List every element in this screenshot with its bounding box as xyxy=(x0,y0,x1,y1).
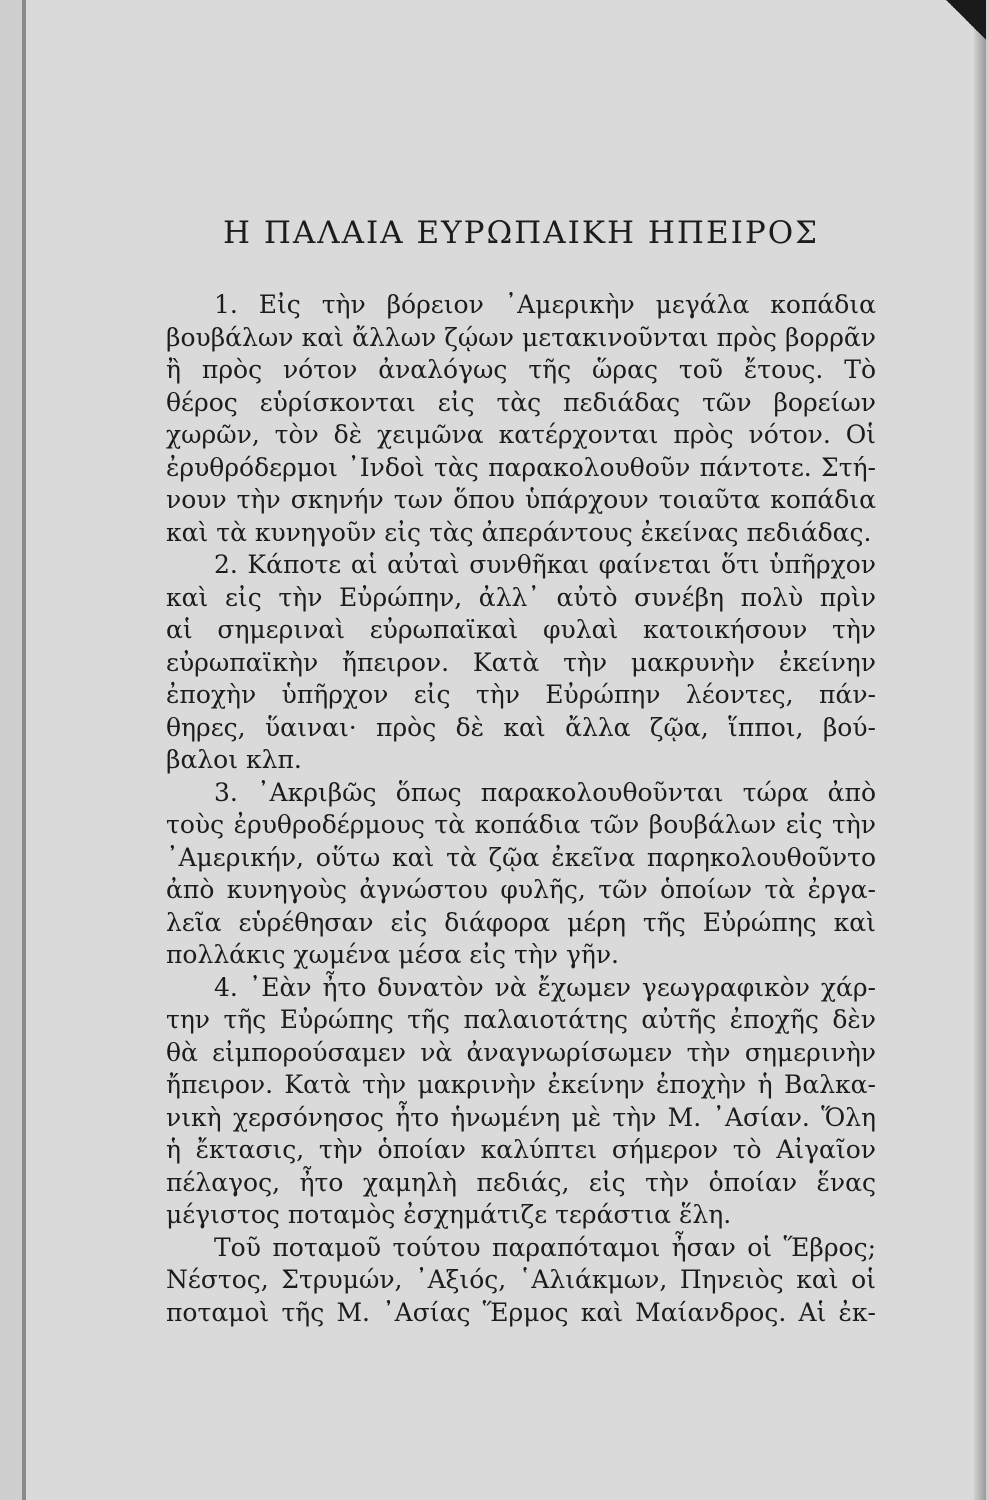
paragraph-3 xyxy=(166,777,876,972)
text-line: Τοῦ ποταμοῦ τούτου παραπόταμοι ἦσαν οἱ Ἕβρος; xyxy=(214,1232,876,1262)
text-line: πολλάκις χωμένα μέσα εἰς τὴν γῆν. xyxy=(166,940,620,969)
text-line: πέλαγος, ἦτο χαμηλὴ πεδιάς, εἰς τὴν ὁποίαν ἕνας xyxy=(166,1167,876,1197)
text-line: θὰ εἰμπορούσαμεν νὰ ἀναγνωρίσωμεν τὴν σημερινὴν xyxy=(166,1037,876,1067)
paragraph-4 xyxy=(166,972,876,1232)
text-line: καὶ τὰ κυνηγοῦν εἰς τὰς ἀπεράντους ἐκείνας πεδιάδας. xyxy=(166,517,872,547)
text-line: μέγιστος ποταμὸς ἐσχημάτιζε τεράστια ἕλη. xyxy=(166,1200,732,1229)
text-line: νικὴ χερσόνησος ἦτο ἡνωμένη μὲ τὴν Μ. ᾿Ασίαν. Ὅλη xyxy=(166,1102,876,1132)
text-line: ἢ πρὸς νότον ἀναλόγως τῆς ὥρας τοῦ ἔτους. Τὸ xyxy=(166,355,876,384)
text-line: 2. Κάποτε αἱ αὐταὶ συνθῆκαι φαίνεται ὅτι ὑπῆρχον xyxy=(214,550,876,579)
book-page xyxy=(22,0,986,1500)
text-line: λεῖα εὑρέθησαν εἰς διάφορα μέρη τῆς Εὐρώπης καὶ xyxy=(166,907,876,937)
text-line: ἀπὸ κυνηγοὺς ἀγνώστου φυλῆς, τῶν ὁποίων τὰ ἐργα- xyxy=(166,875,876,904)
text-line: βαλοι κλπ. xyxy=(166,745,302,774)
text-line: θέρος εὑρίσκονται εἰς τὰς πεδιάδας τῶν βορείων xyxy=(166,387,876,417)
text-line: ἐρυθρόδερμοι ᾿Ινδοὶ τὰς παρακολουθοῦν πάντοτε. Στή- xyxy=(166,452,876,482)
text-line: νουν τὴν σκηνήν των ὅπου ὑπάρχουν τοιαῦτα κοπάδια xyxy=(166,485,876,514)
text-line: τοὺς ἐρυθροδέρμους τὰ κοπάδια τῶν βουβάλων εἰς τὴν xyxy=(166,810,876,839)
text-line: εὐρωπαϊκὴν ἤπειρον. Κατὰ τὴν μακρυνὴν ἐκείνην xyxy=(166,647,876,677)
text-line: 1. Εἰς τὴν βόρειον ᾿Αμερικὴν μεγάλα κοπάδια xyxy=(214,290,876,319)
text-line: αἱ σημεριναὶ εὐρωπαϊκαὶ φυλαὶ κατοικήσουν τὴν xyxy=(166,615,876,644)
text-line: βουβάλων καὶ ἄλλων ζῴων μετακινοῦνται πρὸς βορρᾶν xyxy=(166,322,876,352)
text-line: καὶ εἰς τὴν Εὐρώπην, ἀλλ᾿ αὐτὸ συνέβη πολὺ πρὶν xyxy=(166,582,876,612)
text-block xyxy=(166,215,876,1329)
text-line: Νέστος, Στρυμών, ᾿Αξιός, ῾Αλιάκμων, Πηνειὸς καὶ οἱ xyxy=(166,1265,876,1294)
page-edge xyxy=(974,0,986,1500)
page-corner xyxy=(946,0,986,40)
text-line: ᾿Αμερικήν, οὕτω καὶ τὰ ζῷα ἐκεῖνα παρηκολουθοῦντο xyxy=(166,842,876,872)
text-line: 4. ᾿Εὰν ἦτο δυνατὸν νὰ ἔχωμεν γεωγραφικὸν χάρ- xyxy=(214,972,876,1002)
text-line: την τῆς Εὐρώπης τῆς παλαιοτάτης αὐτῆς ἐποχῆς δὲν xyxy=(166,1005,876,1034)
text-line: ποταμοὶ τῆς Μ. ᾿Ασίας Ἕρμος καὶ Μαίανδρος. Αἱ ἐκ- xyxy=(166,1297,876,1327)
text-line: χωρῶν, τὸν δὲ χειμῶνα κατέρχονται πρὸς νότον. Οἱ xyxy=(166,420,876,449)
chapter-title: Η ΠΑΛΑΙΑ ΕΥΡΩΠΑΙΚΗ ΗΠΕΙΡΟΣ xyxy=(222,215,820,251)
text-line: ἐποχὴν ὑπῆρχον εἰς τὴν Εὐρώπην λέοντες, πάν- xyxy=(166,680,876,709)
paragraph-5 xyxy=(166,1232,876,1330)
text-line: ἤπειρον. Κατὰ τὴν μακρινὴν ἐκείνην ἐποχὴν ἡ Βαλκα- xyxy=(166,1070,876,1099)
text-line: ἡ ἔκτασις, τὴν ὁποίαν καλύπτει σήμερον τὸ Αἰγαῖον xyxy=(166,1135,876,1164)
paragraph-1 xyxy=(166,289,876,549)
paragraph-2 xyxy=(166,549,876,777)
text-line: θηρες, ὕαιναι· πρὸς δὲ καὶ ἄλλα ζῷα, ἵπποι, βού- xyxy=(166,712,876,742)
text-line: 3. ᾿Ακριβῶς ὅπως παρακολουθοῦνται τώρα ἀπὸ xyxy=(214,777,876,807)
